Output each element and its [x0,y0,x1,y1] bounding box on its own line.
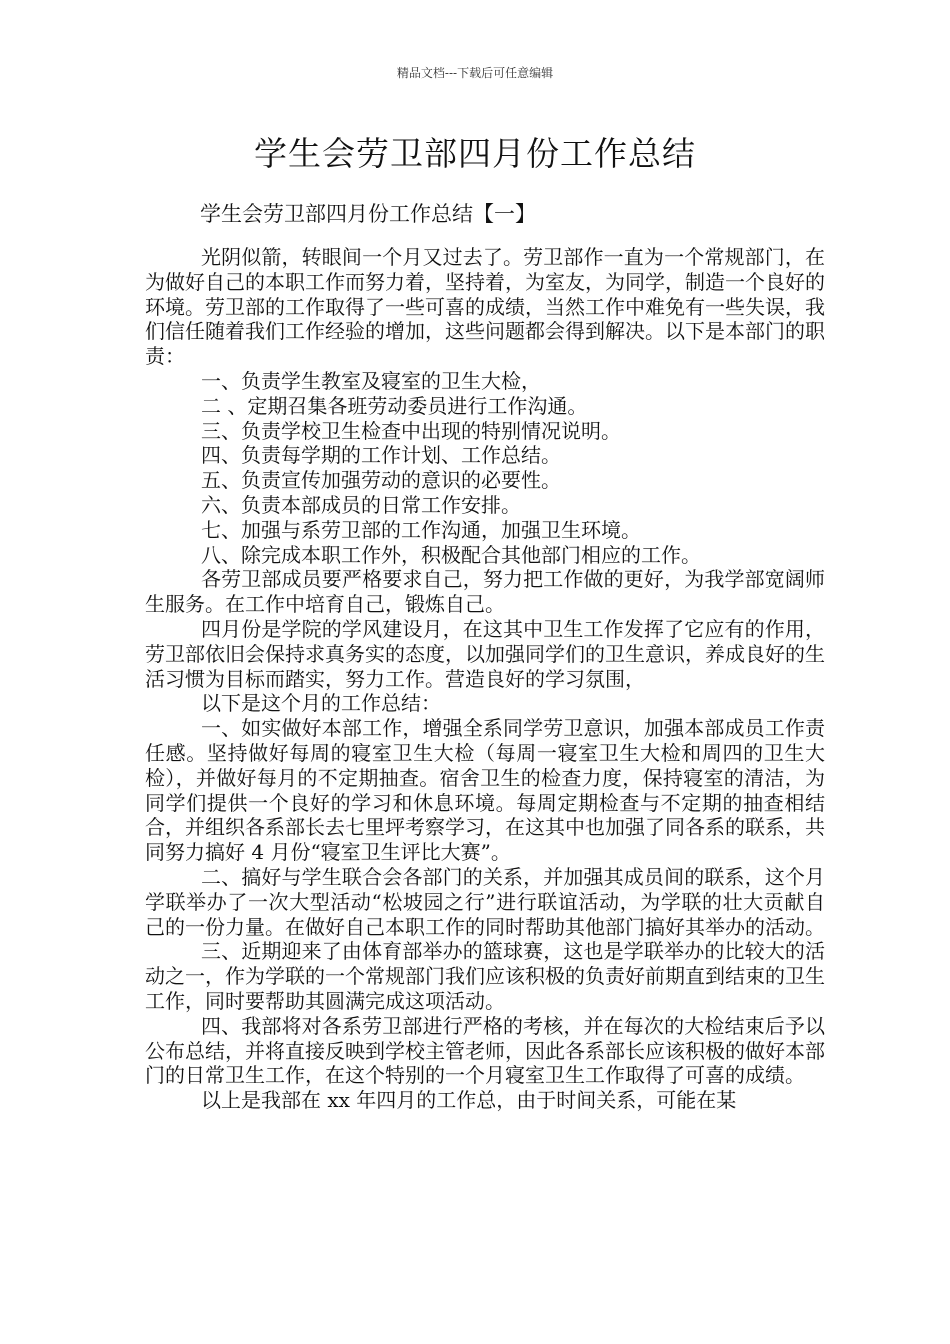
section-subtitle: 学生会劳卫部四月份工作总结【一】 [200,202,536,226]
document-title: 学生会劳卫部四月份工作总结 [254,134,696,173]
duty-item: 七、加强与系劳卫部的工作沟通，加强卫生环境。 [201,517,641,542]
duty-item: 八、除完成本职工作外，积极配合其他部门相应的工作。 [201,542,701,567]
body-text [145,245,825,1113]
paragraph: 以下是这个月的工作总结： [201,691,441,716]
paragraph: 光阴似箭，转眼间一个月又过去了。劳卫部作一直为一个常规部门，在为做好自己的本职工作而努力着，坚持着，为室友，为同学，制造一个良好的环境。劳卫部的工作取得了一些可喜的成绩，当然工作中难免有一些失误，我们信任随着我们工作经验的增加，这些问题都会得到解决。以下是本部门的职责： [145,245,825,369]
paragraph: 四月份是学院的学风建设月，在这其中卫生工作发挥了它应有的作用，劳卫部依旧会保持求真务实的态度，以加强同学们的卫生意识，养成良好的生活习惯为目标而踏实，努力工作。营造良好的学习氛围， [145,616,825,691]
paragraph: 以上是我部在 xx 年四月的工作总，由于时间关系，可能在某 [201,1088,737,1113]
duty-item: 六、负责本部成员的日常工作安排。 [201,492,521,517]
duty-item: 四、负责每学期的工作计划、工作总结。 [201,443,561,468]
summary-item: 四、我部将对各系劳卫部进行严格的考核，并在每次的大检结束后予以公布总结，并将直接反映到学校主管老师，因此各系部长应该积极的做好本部门的日常卫生工作，在这个特别的一个月寝室卫生工作取得了可喜的成绩。 [145,1013,825,1088]
summary-item: 一、如实做好本部工作，增强全系同学劳卫意识，加强本部成员工作责任感。坚持做好每周的寝室卫生大检（每周一寝室卫生大检和周四的卫生大检），并做好每月的不定期抽查。宿舍卫生的检查力度，保持寝室的清洁，为同学们提供一个良好的学习和休息环境。每周定期检查与不定期的抽查相结合，并组织各系部长去七里坪考察学习，在这其中也加强了同各系的联系，共同努力搞好 4 月份“寝室卫生评比大赛”。 [145,716,825,865]
duty-item: 一、负责学生教室及寝室的卫生大检， [201,368,541,393]
paragraph: 各劳卫部成员要严格要求自己，努力把工作做的更好，为我学部宽阔师生服务。在工作中培育自己，锻炼自己。 [145,567,825,617]
duty-item: 五、负责宣传加强劳动的意识的必要性。 [201,468,561,493]
summary-item: 二、搞好与学生联合会各部门的关系，并加强其成员间的联系，这个月学联举办了一次大型活动“松坡园之行”进行联谊活动，为学联的壮大贡献自己的一份力量。在做好自己本职工作的同时帮助其他部门搞好其举办的活动。 [145,864,825,939]
summary-item: 三、近期迎来了由体育部举办的篮球赛，这也是学联举办的比较大的活动之一，作为学联的一个常规部门我们应该积极的负责好前期直到结束的卫生工作，同时要帮助其圆满完成这项活动。 [145,939,825,1013]
duty-item: 三、负责学校卫生检查中出现的特别情况说明。 [201,418,621,443]
header-note: 精品文档---下载后可任意编辑 [396,66,554,80]
duty-item: 二 、定期召集各班劳动委员进行工作沟通。 [201,393,588,418]
